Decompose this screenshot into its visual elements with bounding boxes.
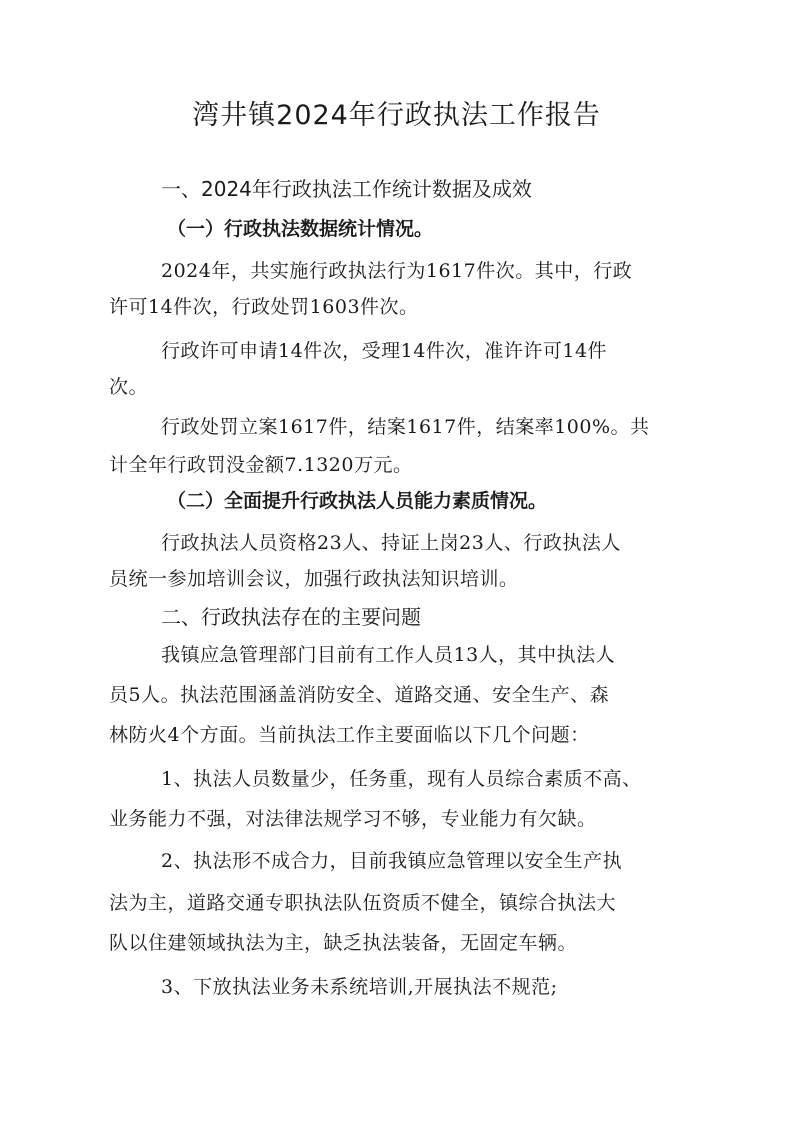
document-title: 湾井镇2024年行政执法工作报告: [192, 100, 601, 131]
paragraph-line: 员5人。执法范围涵盖消防安全、道路交通、安全生产、森: [109, 684, 610, 706]
subsection-2-heading: （二）全面提升行政执法人员能力素质情况。: [167, 490, 548, 512]
paragraph-line: 行政许可申请14件次，受理14件次，准许许可14件: [161, 340, 608, 362]
paragraph-line: 行政处罚立案1617件，结案1617件，结案率100%。共: [161, 416, 650, 438]
section-2-heading: 二、行政执法存在的主要问题: [161, 605, 421, 629]
paragraph-line: 行政执法人员资格23人、持证上岗23人、行政执法人: [161, 532, 621, 554]
section-1-heading: 一、2024年行政执法工作统计数据及成效: [161, 177, 532, 201]
paragraph-line: 法为主，道路交通专职执法队伍资质不健全，镇综合执法大: [109, 892, 617, 914]
paragraph-line: 林防火4个方面。当前执法工作主要面临以下几个问题：: [109, 724, 590, 746]
paragraph-line: 计全年行政罚没金额7.1320万元。: [109, 454, 413, 476]
paragraph-line: 许可14件次，行政处罚1603件次。: [109, 296, 419, 318]
subsection-1-heading: （一）行政执法数据统计情况。: [167, 218, 434, 240]
paragraph-line: 1、执法人员数量少，任务重，现有人员综合素质不高、: [161, 768, 642, 790]
paragraph-line: 员统一参加培训会议，加强行政执法知识培训。: [109, 568, 519, 590]
paragraph-line: 次。: [109, 376, 149, 398]
paragraph-line: 业务能力不强，对法律法规学习不够，专业能力有欠缺。: [109, 808, 597, 830]
paragraph-line: 2、执法形不成合力，目前我镇应急管理以安全生产执: [161, 850, 623, 872]
paragraph-line: 2024年，共实施行政执法行为1617件次。其中，行政: [161, 260, 633, 282]
paragraph-line: 3、下放执法业务未系统培训,开展执法不规范;: [161, 976, 558, 998]
paragraph-line: 队以住建领域执法为主，缺乏执法装备，无固定车辆。: [109, 932, 578, 954]
paragraph-line: 我镇应急管理部门目前有工作人员13人，其中执法人: [161, 644, 616, 666]
